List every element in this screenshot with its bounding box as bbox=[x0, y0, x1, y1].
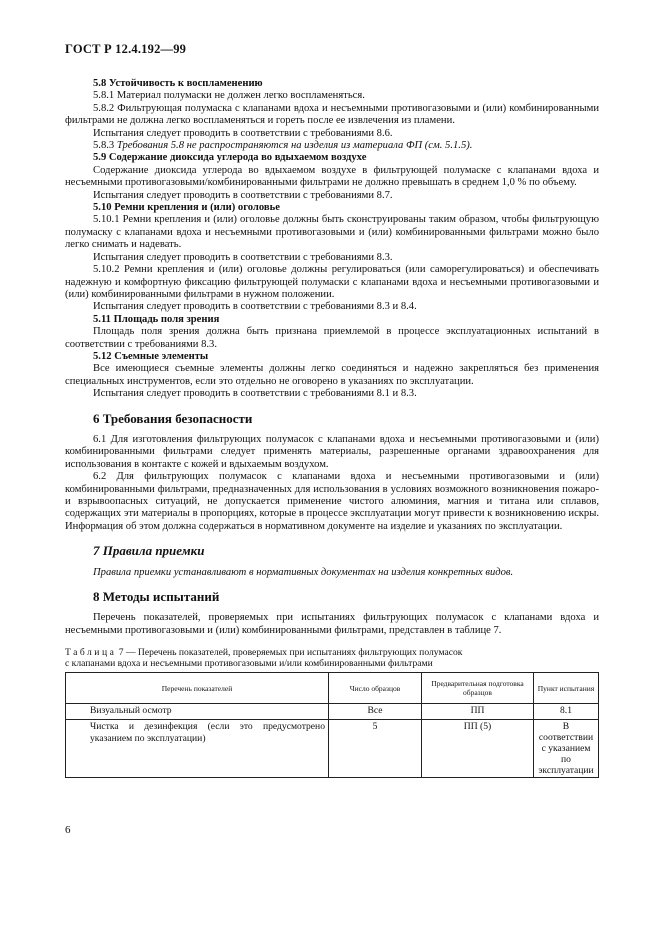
paragraph: 5.10.1 Ремни крепления и (или) оголовье должны быть сконструированы таким образом, чтобы фильтрующую полумаску с клапанами вдоха и несъемными противогазовыми и (или) комбинированными фильтрами можно было легко снимать и надевать. bbox=[65, 214, 599, 251]
table-cell: 8.1 bbox=[534, 704, 599, 719]
paragraph: Содержание диоксида углерода во вдыхаемом воздухе в фильтрующей полумаске с клапанами вдоха и несъемными противогазовыми/комбинированными фильтрами не должно превышать в среднем 1,0 % по объему. bbox=[65, 164, 599, 189]
standard-header: ГОСТ Р 12.4.192—99 bbox=[65, 42, 187, 56]
table-cell: ПП bbox=[422, 704, 534, 719]
column-header: Число образцов bbox=[329, 673, 422, 704]
paragraph: Испытания следует проводить в соответствии с требованиями 8.6. bbox=[93, 127, 393, 139]
section-5-9-title: 5.9 Содержание диоксида углерода во вдыхаемом воздухе bbox=[93, 152, 367, 164]
table-cell: В соответствии с указанием по эксплуатации bbox=[534, 719, 599, 777]
section-5-10-title: 5.10 Ремни крепления и (или) оголовье bbox=[93, 202, 280, 214]
column-header: Перечень показателей bbox=[66, 673, 329, 704]
section-5-8-title: 5.8 Устойчивость к воспламенению bbox=[93, 78, 263, 89]
table-row bbox=[66, 719, 599, 777]
paragraph: Испытания следует проводить в соответствии с требованиями 8.3 и 8.4. bbox=[93, 301, 417, 313]
table-row bbox=[66, 704, 599, 719]
column-header: Пункт испытания bbox=[534, 673, 599, 704]
table-header-row bbox=[66, 673, 599, 704]
paragraph: 5.10.2 Ремни крепления и (или) оголовье должны регулироваться (или саморегулироваться) и обеспечивать надежную и комфортную фиксацию фильтрующей полумаски с клапанами вдоха и несъемными противогазовыми и (или) комбинированными фильтрами в нужном положении. bbox=[65, 264, 599, 300]
table-cell: 5 bbox=[329, 719, 422, 777]
section-6-heading: 6 Требования безопасности bbox=[93, 410, 253, 426]
paragraph: 5.8.1 Материал полумаски не должен легко воспламеняться. bbox=[93, 90, 365, 102]
paragraph: Площадь поля зрения должна быть признана приемлемой в процессе эксплуатационных испытаний в соответствии с требованиями 8.3. bbox=[65, 326, 599, 350]
table-cell: ПП (5) bbox=[422, 719, 534, 777]
paragraph: Все имеющиеся съемные элементы должны легко соединяться и надежно закрепляться без применения специальных инструментов, если это отдельно не оговорено в указаниях по эксплуатации. bbox=[65, 363, 599, 387]
table-caption-word: Таблица bbox=[65, 647, 117, 659]
table-7 bbox=[65, 672, 599, 777]
section-5-11-title: 5.11 Площадь поля зрения bbox=[93, 313, 220, 325]
table-caption bbox=[65, 647, 599, 669]
paragraph: 5.8.2 Фильтрующая полумаска с клапанами вдоха и несъемными противогазовыми и (или) комбинированными фильтрами не должна легко воспламеняться и гореть после ее извлечения из пламени. bbox=[65, 102, 599, 127]
paragraph: Испытания следует проводить в соответствии с требованиями 8.1 и 8.3. bbox=[93, 388, 417, 400]
page-number: 6 bbox=[65, 824, 71, 836]
paragraph: 6.2 Для фильтрующих полумасок с клапанами вдоха и несъемными противогазовыми и (или) комбинированными фильтрами, предназначенных для использования в условиях возможного возникновения пожаро- и взрывоопасных ситуаций, не допускается применение чистого алюминия, магния и титана или сплавов, содержащих эти материалы в пропорциях, которые в процессе эксплуатации могут привести к возникновению искры. Информация об этом должна содержаться в нормативном документе на изделие и указаниях по эксплуатации. bbox=[65, 471, 599, 532]
table-caption-text: 7 — Перечень показателей, проверяемых при испытаниях фильтрующих полумасок bbox=[116, 647, 463, 659]
paragraph: Правила приемки устанавливают в нормативных документах на изделия конкретных видов. bbox=[93, 566, 514, 578]
section-7-heading: 7 Правила приемки bbox=[93, 543, 205, 559]
table-cell: Чистка и дезинфекция (если это предусмотрено указанием по эксплуатации) bbox=[66, 719, 329, 777]
table-cell: Визуальный осмотр bbox=[66, 704, 329, 719]
paragraph: Испытания следует проводить в соответствии с требованиями 8.3. bbox=[93, 251, 393, 263]
italic-note: Требования 5.8 не распространяются на изделия из материала ФП (см. 5.1.5). bbox=[116, 140, 473, 152]
table-cell: Все bbox=[329, 704, 422, 719]
column-header: Предварительная подготовка образцов bbox=[422, 673, 534, 704]
section-8-heading: 8 Методы испытаний bbox=[93, 589, 220, 605]
paragraph: Перечень показателей, проверяемых при испытаниях фильтрующих полумасок с клапанами вдоха и несъемными противогазовыми и (или) комбинированными фильтрами, представлен в таблице 7. bbox=[65, 612, 599, 636]
clause-number: 5.8.3 bbox=[93, 140, 117, 152]
document-body bbox=[65, 78, 599, 778]
paragraph: Испытания следует проводить в соответствии с требованиями 8.7. bbox=[93, 189, 393, 201]
table-caption-line2: с клапанами вдоха и несъемными противогазовыми и/или комбинированными фильтрами bbox=[65, 658, 433, 670]
section-5-12-title: 5.12 Съемные элементы bbox=[93, 350, 209, 362]
paragraph bbox=[65, 140, 599, 152]
paragraph: 6.1 Для изготовления фильтрующих полумасок с клапанами вдоха и несъемными противогазовыми и (или) комбинированными фильтрами следует применять материалы, разрешенные органами здравоохранения для использования в контакте с кожей и вдыхаемым воздухом. bbox=[65, 433, 599, 470]
